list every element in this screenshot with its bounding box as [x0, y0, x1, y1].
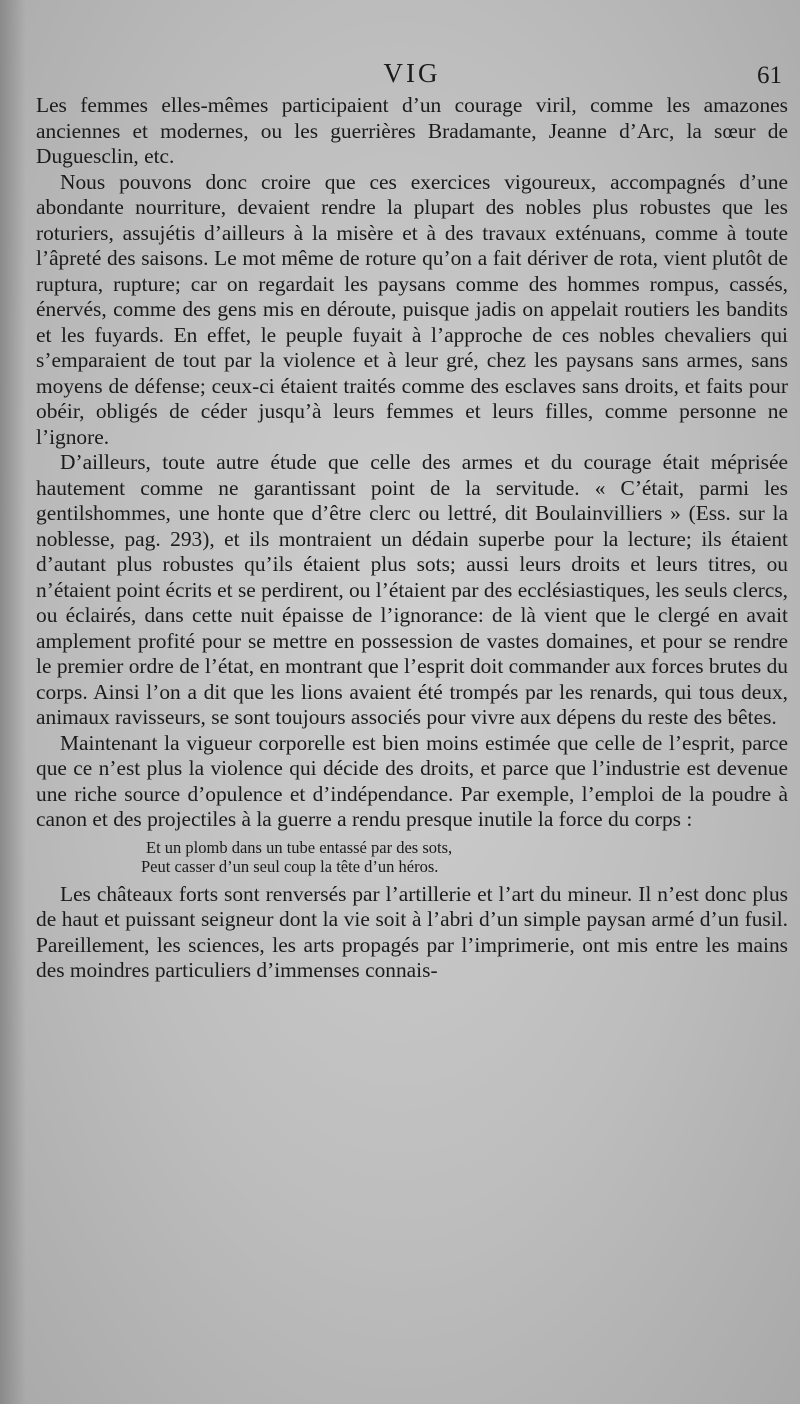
running-head: VIG: [383, 58, 441, 88]
verse-line: Peut casser d’un seul coup la tête d’un héros.: [141, 856, 439, 876]
paragraph: Maintenant la vigueur corporelle est bien moins estimée que celle de l’esprit, parce que ce n’est plus la violence qui décide des droits, et parce que l’industrie est devenue une riche source d’opulence et d’indépendance. Par exemple, l’emploi de la poudre à canon et des projectiles à la guerre a rendu presque inutile la force du corps :: [36, 730, 788, 831]
page-header: [36, 58, 788, 94]
body-text: [36, 93, 788, 984]
page-number: 61: [757, 62, 782, 89]
paragraph: Les châteaux forts sont renversés par l’artillerie et l’art du mineur. Il n’est donc plus de haut et puissant seigneur dont la vie soit à l’abri d’un simple paysan armé d’un fusil. Pareillement, les sciences, les arts propagés par l’imprimerie, ont mis entre les mains des moindres particuliers d’immenses connais-: [36, 881, 788, 982]
paragraph: Nous pouvons donc croire que ces exercices vigoureux, accompagnés d’une abondante nourriture, devaient rendre la plupart des nobles plus robustes que les roturiers, assujétis d’ailleurs à la misère et à des travaux exténuans, comme à toute l’âpreté des saisons. Le mot même de roture qu’on a fait dériver de rota, vient plutôt de ruptura, rupture; car on regardait les paysans comme des hommes rompus, cassés, énervés, comme des gens mis en déroute, puisque jadis on appelait routiers les bandits et les fuyards. En effet, le peuple fuyait à l’approche de ces nobles chevaliers qui s’emparaient de tout par la violence et à leur gré, chez les paysans sans armes, sans moyens de défense; ceux-ci étaient traités comme des esclaves sans droits, et faits pour obéir, obligés de céder jusqu’à leurs femmes et leurs filles, comme personne ne l’ignore.: [36, 169, 788, 449]
verse-quotation: [36, 838, 788, 876]
verse-line: Et un plomb dans un tube entassé par des sots,: [146, 837, 453, 857]
paragraph: D’ailleurs, toute autre étude que celle des armes et du courage était méprisée hautement comme ne garantissant point de la servitude. « C’était, parmi les gentilshommes, une honte que d’être clerc ou lettré, dit Boulainvilliers » (Ess. sur la noblesse, pag. 293), et ils montraient un dédain superbe pour la lecture; ils étaient d’autant plus robustes qu’ils étaient plus sots; aussi leurs droits et leurs titres, ou n’étaient point écrits et se perdirent, ou l’étaient par des ecclésiastiques, les seuls clercs, ou éclairés, dans cette nuit épaisse de l’ignorance: de là vient que le clergé en avait amplement profité pour se mettre en possession de vastes domaines, et pour se rendre le premier ordre de l’état, en montrant que l’esprit doit commander aux forces brutes du corps. Ainsi l’on a dit que les lions avaient été trompés par les renards, qui tous deux, animaux ravisseurs, se sont toujours associés pour vivre aux dépens du reste des bêtes.: [36, 450, 788, 729]
paragraph: Les femmes elles-mêmes participaient d’un courage viril, comme les amazones anciennes et modernes, ou les guerrières Bradamante, Jeanne d’Arc, la sœur de Duguesclin, etc.: [36, 93, 788, 168]
